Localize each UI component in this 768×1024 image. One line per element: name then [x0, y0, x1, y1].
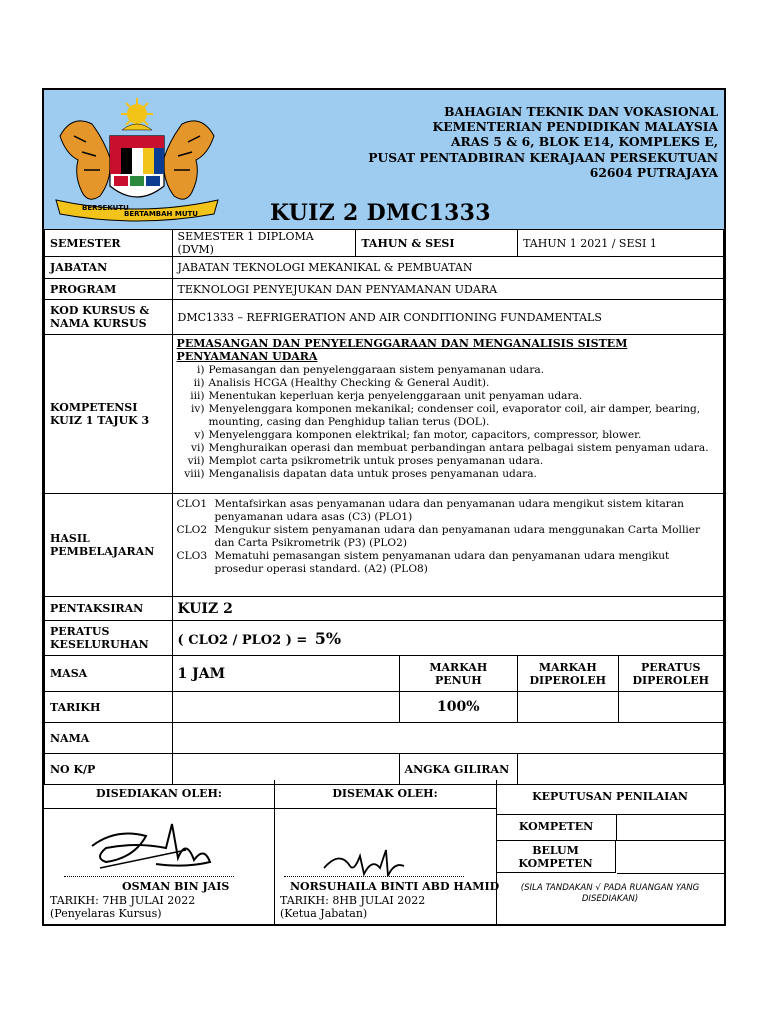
disediakan-label: DISEDIAKAN OLEH:: [44, 780, 275, 809]
kompetensi-item-text: Pemasangan dan penyelenggaraan sistem penyamanan udara.: [208, 364, 545, 376]
kompetensi-item: [177, 403, 719, 429]
ministry-line: PUSAT PENTADBIRAN KERAJAAN PERSEKUTUAN: [368, 149, 718, 165]
signature-line: [284, 876, 464, 877]
nama-value[interactable]: [172, 723, 723, 754]
crest-motto-right: BERTAMBAH MUTU: [124, 210, 198, 218]
signature-line: [64, 876, 234, 877]
kompetensi-item: [177, 390, 719, 403]
ministry-line: BAHAGIAN TEKNIK DAN VOKASIONAL: [444, 104, 718, 119]
kompetensi-title: PEMASANGAN DAN PENYELENGGARAAN DAN MENGANALISIS SISTEM PENYAMANAN UDARA: [176, 337, 628, 363]
kompeten-checkbox[interactable]: [617, 814, 724, 841]
kompetensi-item-text: Memplot carta psikrometrik untuk proses penyamanan udara.: [208, 455, 544, 467]
malaysia-coat-of-arms-icon: [52, 96, 222, 224]
signoff-section: [44, 780, 724, 924]
semester-label: SEMESTER: [45, 230, 173, 257]
kompetensi-item-number: iii): [190, 390, 205, 402]
kompetensi-item-text: Menghuraikan operasi dan membuat perbandingan antara pelbagai sistem penyaman udara.: [208, 442, 709, 454]
kompetensi-item: [177, 442, 719, 455]
learning-outcome-code: CLO3: [176, 550, 208, 562]
angka-giliran-label: ANGKA GILIRAN: [399, 754, 518, 785]
preparer-role: (Penyelaras Kursus): [50, 907, 162, 920]
ministry-line: 62604 PUTRAJAYA: [589, 164, 718, 180]
tahun-sesi-value: TAHUN 1 2021 / SESI 1: [518, 230, 724, 257]
pentaksiran-value: KUIZ 2: [172, 597, 723, 621]
checker-date: TARIKH: 8HB JULAI 2022: [280, 894, 426, 907]
kompetensi-item-number: iv): [191, 403, 205, 415]
markah-diperoleh-value[interactable]: [518, 692, 618, 723]
checker-name: NORSUHAILA BINTI ABD HAMID: [290, 880, 500, 893]
pentaksiran-label: PENTAKSIRAN: [45, 597, 173, 621]
nokp-label: NO K/P: [45, 754, 173, 785]
kompetensi-item: [177, 364, 719, 377]
learning-outcome: [177, 498, 719, 524]
markah-penuh-label: MARKAH PENUH: [399, 656, 518, 692]
peratus-number: 5%: [314, 628, 342, 648]
page-title: KUIZ 2 DMC1333: [270, 200, 491, 226]
kompetensi-item-text: Menganalisis dapatan data untuk proses penyamanan udara.: [208, 468, 537, 480]
markah-diperoleh-label: MARKAH DIPEROLEH: [518, 656, 618, 692]
kompetensi-item: [177, 429, 719, 442]
learning-outcome-text: Mentafsirkan asas penyamanan udara dan penyamanan udara mengikut sistem kitaran penyamanan udara asas (C3) (PLO1): [214, 498, 684, 523]
kod-kursus-label: KOD KURSUS & NAMA KURSUS: [45, 300, 173, 335]
peratus-diperoleh-label: PERATUS DIPEROLEH: [618, 656, 724, 692]
peratus-label: PERATUS KESELURUHAN: [45, 621, 173, 656]
tahun-sesi-label: TAHUN & SESI: [356, 230, 518, 257]
masa-label: MASA: [45, 656, 173, 692]
tarikh-value[interactable]: [172, 692, 399, 723]
kompetensi-item-number: vii): [187, 455, 205, 467]
kompetensi-item-text: Menyelenggara komponen mekanikal; condenser coil, evaporator coil, air damper, bearing, mounting, casing dan Penghidup talian terus (DOL).: [208, 403, 701, 428]
kompetensi-item-number: ii): [193, 377, 205, 389]
belum-kompeten-label: BELUM KOMPETEN: [496, 841, 616, 873]
jabatan-label: JABATAN: [45, 257, 173, 279]
peratus-value: [172, 621, 723, 656]
peratus-prefix: ( CLO2 / PLO2 ) =: [177, 632, 308, 648]
learning-outcome-code: CLO2: [176, 524, 208, 536]
learning-outcome-code: CLO1: [176, 498, 208, 510]
ministry-address: [368, 104, 718, 180]
tarikh-label: TARIKH: [45, 692, 173, 723]
kompetensi-list: [177, 364, 719, 481]
learning-outcome: [177, 524, 719, 550]
learning-outcome-text: Mematuhi pemasangan sistem penyamanan udara dan penyamanan udara mengikut prosedur operasi standard. (A2) (PLO8): [214, 550, 670, 575]
kompetensi-label: KOMPETENSI KUIZ 1 TAJUK 3: [45, 335, 173, 494]
kompetensi-item-number: vi): [191, 442, 205, 454]
quiz-cover-form: [42, 88, 726, 926]
program-value: TEKNOLOGI PENYEJUKAN DAN PENYAMANAN UDARA: [172, 279, 723, 300]
masa-value: 1 JAM: [172, 656, 399, 692]
nama-label: NAMA: [45, 723, 173, 754]
hasil-label: HASIL PEMBELAJARAN: [45, 494, 173, 597]
signature-image-osman: [86, 818, 226, 876]
form-header: [44, 90, 724, 230]
kompeten-label: KOMPETEN: [496, 814, 617, 841]
kompetensi-item-text: Analisis HCGA (Healthy Checking & General Audit).: [208, 377, 490, 389]
kompetensi-item-text: Menentukan keperluan kerja penyelenggaraan unit penyaman udara.: [208, 390, 583, 402]
jabatan-value: JABATAN TEKNOLOGI MEKANIKAL & PEMBUATAN: [172, 257, 723, 279]
disemak-label: DISEMAK OLEH:: [274, 780, 497, 809]
keputusan-label: KEPUTUSAN PENILAIAN: [496, 780, 724, 815]
checker-role: (Ketua Jabatan): [280, 907, 368, 920]
kod-kursus-value: DMC1333 – REFRIGERATION AND AIR CONDITIONING FUNDAMENTALS: [172, 300, 723, 335]
form-table: [44, 229, 724, 785]
crest-motto-left: BERSEKUTU: [82, 204, 129, 212]
preparer-date: TARIKH: 7HB JULAI 2022: [50, 894, 196, 907]
kompetensi-content: [172, 335, 723, 494]
belum-kompeten-checkbox[interactable]: [617, 841, 724, 874]
kompetensi-item-number: viii): [184, 468, 205, 480]
kompetensi-item-text: Menyelenggara komponen elektrikal; fan motor, capacitors, compressor, blower.: [208, 429, 642, 441]
peratus-diperoleh-value[interactable]: [618, 692, 724, 723]
kompetensi-item-number: v): [194, 429, 205, 441]
kompetensi-item: [177, 377, 719, 390]
ministry-line: ARAS 5 & 6, BLOK E14, KOMPLEKS E,: [450, 134, 718, 150]
kompetensi-item-number: i): [197, 364, 205, 376]
ministry-line: KEMENTERIAN PENDIDIKAN MALAYSIA: [432, 119, 718, 135]
kompetensi-item: [177, 468, 719, 481]
program-label: PROGRAM: [45, 279, 173, 300]
markah-penuh-value: 100%: [399, 692, 518, 723]
learning-outcome-text: Mengukur sistem penyamanan udara dan penyamanan udara menggunakan Carta Mollier dan Carta Psikrometrik (P3) (PLO2): [214, 524, 701, 549]
semester-value: SEMESTER 1 DIPLOMA (DVM): [172, 230, 356, 257]
preparer-name: OSMAN BIN JAIS: [122, 880, 230, 893]
hasil-content: [172, 494, 723, 597]
signature-image-norsuhaila: [320, 846, 420, 880]
instruction-note: (SILA TANDAKAN √ PADA RUANGAN YANG DISEDIAKAN): [520, 883, 700, 904]
kompetensi-item: [177, 455, 719, 468]
learning-outcome: [177, 550, 719, 576]
